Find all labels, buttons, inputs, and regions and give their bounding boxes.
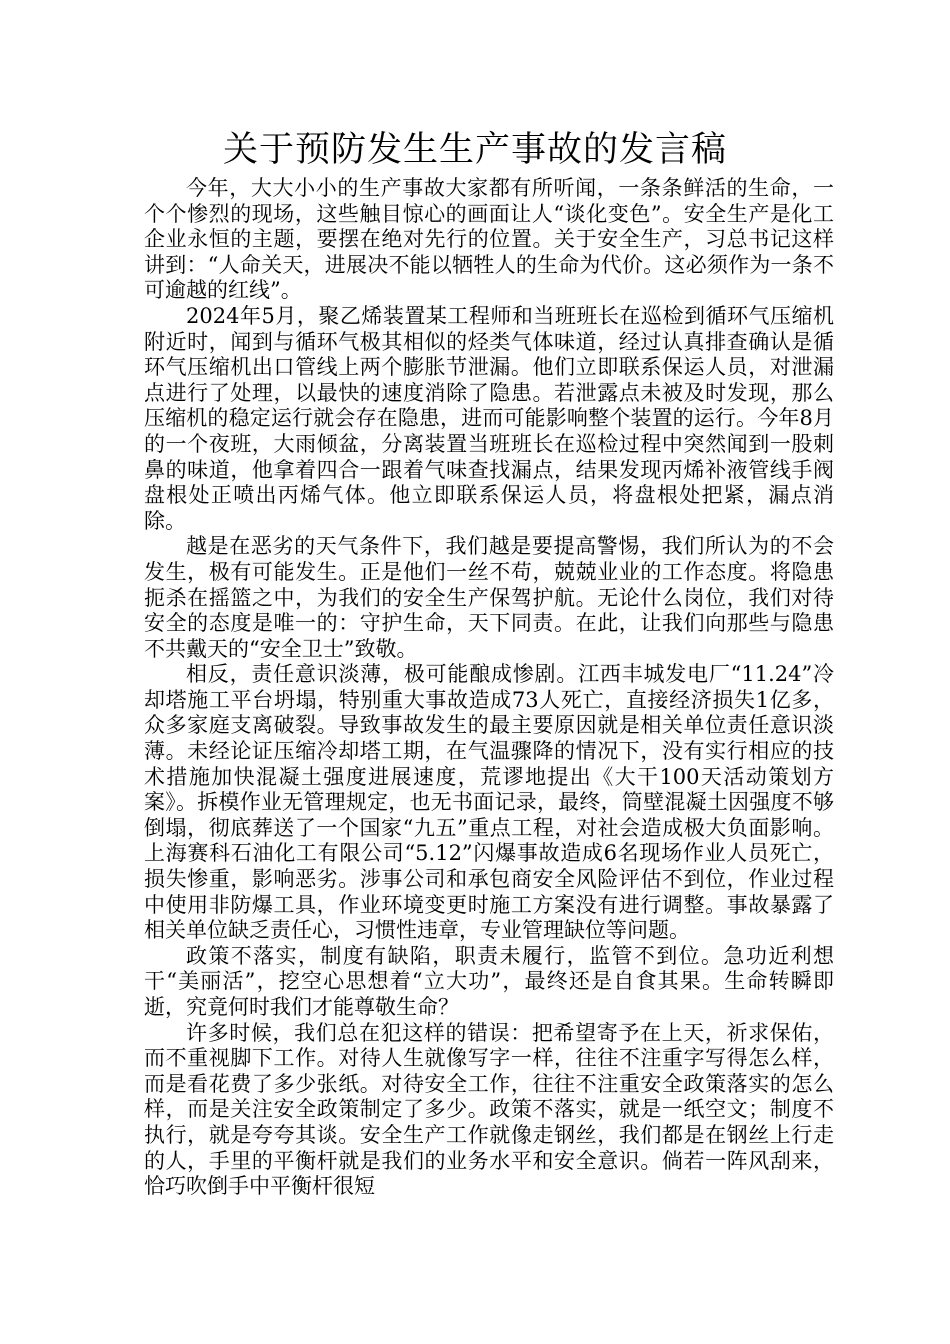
paragraph-5: 政策不落实，制度有缺陷，职责未履行，监管不到位。急功近利想干“美丽活”，挖空心思想着“立大功”，最终还是自食其果。生命转瞬即逝，究竟何时我们才能尊敬生命？ bbox=[144, 943, 834, 1019]
paragraph-6: 许多时候，我们总在犯这样的错误：把希望寄予在上天，祈求保佑，而不重视脚下工作。对待人生就像写字一样，往往不注重字写得怎么样，而是看花费了多少张纸。对待安全工作，往往不注重安全政策落实的怎么样，而是关注安全政策制定了多少。政策不落实，就是一纸空文；制度不执行，就是夸夸其谈。安全生产工作就像走钢丝，我们都是在钢丝上行走的人，手里的平衡杆就是我们的业务水平和安全意识。倘若一阵风刮来，恰巧吹倒手中平衡杆很短 bbox=[144, 1020, 834, 1199]
paragraph-3: 越是在恶劣的天气条件下，我们越是要提高警惕，我们所认为的不会发生，极有可能发生。正是他们一丝不苟，兢兢业业的工作态度。将隐患扼杀在摇篮之中，为我们的安全生产保驾护航。无论什么岗位，我们对待安全的态度是唯一的：守护生命，天下同责。在此，让我们向那些与隐患不共戴天的“安全卫士”致敬。 bbox=[144, 534, 834, 661]
paragraph-2: 2024年5月，聚乙烯装置某工程师和当班班长在巡检到循环气压缩机附近时，闻到与循环气极其相似的烃类气体味道，经过认真排查确认是循环气压缩机出口管线上两个膨胀节泄漏。他们立即联系保运人员，对泄漏点进行了处理，以最快的速度消除了隐患。若泄露点未被及时发现，那么压缩机的稳定运行就会存在隐患，进而可能影响整个装置的运行。今年8月的一个夜班，大雨倾盆，分离装置当班班长在巡检过程中突然闻到一股刺鼻的味道，他拿着四合一跟着气味查找漏点，结果发现丙烯补液管线手阀盘根处正喷出丙烯气体。他立即联系保运人员，将盘根处把紧，漏点消除。 bbox=[144, 303, 834, 533]
paragraph-4: 相反，责任意识淡薄，极可能酿成惨剧。江西丰城发电厂“11.24”冷却塔施工平台坍塌，特别重大事故造成73人死亡，直接经济损失1亿多，众多家庭支离破裂。导致事故发生的最主要原因就是相关单位责任意识淡薄。未经论证压缩冷却塔工期，在气温骤降的情况下，没有实行相应的技术措施加快混凝土强度进展速度，荒谬地提出《大干100天活动策划方案》。拆模作业无管理规定，也无书面记录，最终，筒壁混凝土因强度不够倒塌，彻底葬送了一个国家“九五”重点工程，对社会造成极大负面影响。上海赛科石油化工有限公司“5.12”闪爆事故造成6名现场作业人员死亡，损失惨重，影响恶劣。涉事公司和承包商安全风险评估不到位，作业过程中使用非防爆工具，作业环境变更时施工方案没有进行调整。事故暴露了相关单位缺乏责任心，习惯性违章，专业管理缺位等问题。 bbox=[144, 662, 834, 943]
document-body bbox=[144, 176, 834, 1200]
paragraph-1: 今年，大大小小的生产事故大家都有所听闻，一条条鲜活的生命，一个个惨烈的现场，这些触目惊心的画面让人“谈化变色”。安全生产是化工企业永恒的主题，要摆在绝对先行的位置。关于安全生产，习总书记这样讲到：“人命关天，进展决不能以牺牲人的生命为代价。这必须作为一条不可逾越的红线”。 bbox=[144, 176, 834, 303]
document-title: 关于预防发生生产事故的发言稿 bbox=[222, 130, 727, 170]
